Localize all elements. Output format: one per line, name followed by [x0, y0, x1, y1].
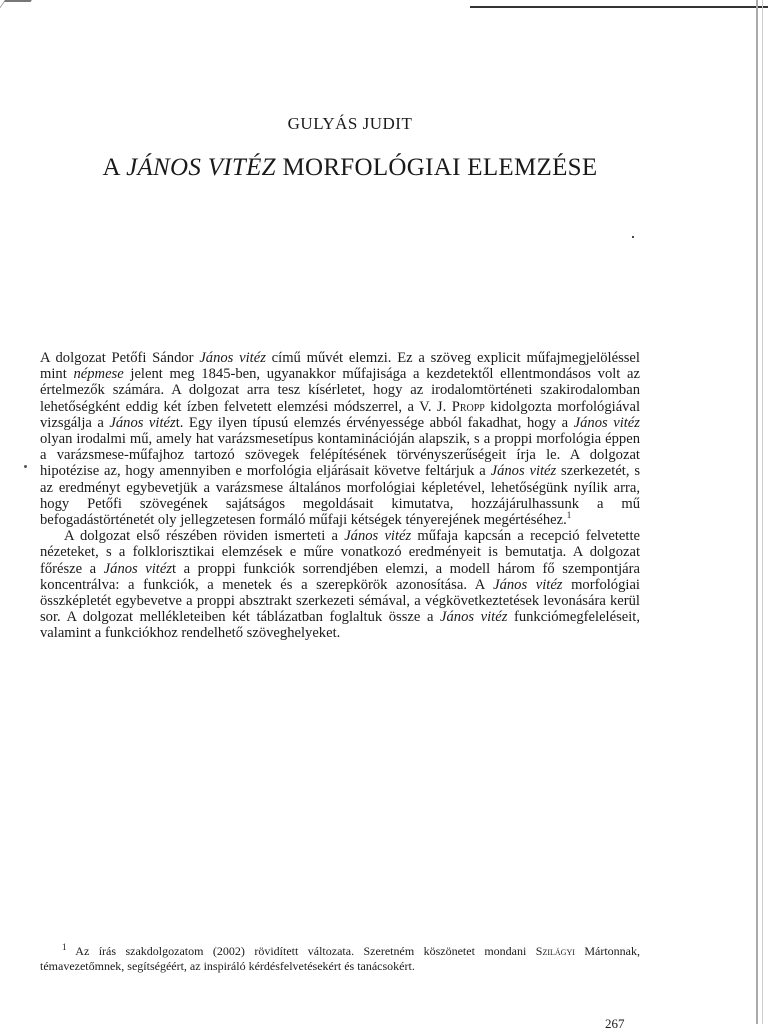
p1-italic-4: János vitéz — [573, 414, 640, 431]
p1-italic-1: János vitéz — [199, 350, 266, 366]
p1-text-1: A dolgozat Petőfi Sándor — [40, 350, 200, 366]
footnote-marker[interactable]: 1 — [566, 510, 572, 521]
scan-corner-mark — [0, 0, 32, 14]
top-rule — [470, 6, 768, 8]
p2-italic-2: János vitéz — [103, 560, 172, 577]
footnote — [40, 944, 640, 974]
paragraph-2 — [40, 528, 640, 641]
page-edge-line-secondary — [762, 0, 763, 1024]
p1-italic-3: János vitéz — [109, 414, 176, 431]
p1-text-6: olyan irodalmi mű, amely hat varázsmesetípus kontaminációján alapszik, s a proppi morfológia éppen a varázsmese-műfajhoz tartozó szövegek felépítésének törvényszerűségeit írja le. A dolgozat hipotézise az, hogy amennyiben e morfológia eljárásait követve feltárjuk a — [40, 431, 640, 480]
p2-italic-4: János vitéz — [440, 609, 508, 626]
footnote-text-2: Mártonnak, témavezetőmnek, segítségéért, az inspiráló kérdésfelvetésekért és tanácsokért. — [40, 944, 640, 973]
margin-speck — [24, 465, 27, 468]
footnote-text-1: Az írás szakdolgozatom (2002) rövidített változata. Szeretném köszönetet mondani — [66, 944, 536, 958]
page-edge-line — [756, 0, 758, 1024]
p2-italic-1: János vitéz — [344, 528, 412, 545]
title-prefix: A — [102, 154, 127, 181]
author-name: GULYÁS JUDIT — [287, 114, 413, 133]
paragraph-1 — [40, 350, 640, 528]
scan-speck — [632, 236, 634, 238]
p1-text-5: t. Egy ilyen típusú elemzés érvényessége abból fakadhat, hogy a — [175, 414, 574, 431]
p2-text-1: A dolgozat első részében röviden ismerteti a — [64, 528, 345, 545]
footnote-paragraph — [40, 944, 640, 974]
title-suffix: MORFOLÓGIAI ELEMZÉSE — [275, 154, 598, 181]
abstract-body — [40, 350, 640, 642]
page-number: 267 — [605, 1016, 625, 1031]
p2-text-3: t a proppi funkciók sorrendjében elemzi, a modell három fő szempontjára koncentrálva: a funkciók, a menetek és a szerepkörök azonosítása. A — [40, 560, 640, 593]
p2-text-4: morfológiai összképletét egybevetve a proppi absztrakt szerkezeti sémával, a végkövetkeztetések levonására kerül sor. A dolgozat mellékleteiben két táblázatban foglaltuk össze a — [40, 576, 640, 626]
p1-text-2: című művét elemzi. Ez a szöveg explicit műfajmegjelöléssel mint — [40, 350, 640, 383]
article-title — [40, 154, 660, 182]
p1-italic-2: népmese — [73, 366, 124, 383]
p2-italic-3: János vitéz — [493, 576, 563, 593]
p1-italic-5: János vitéz — [490, 463, 557, 480]
p2-text-2: műfaja kapcsán a recepció felvetette nézeteket, s a folklorisztikai elemzések e műre vonatkozó eredményeit is bemutatja. A dolgozat főrésze a — [40, 528, 640, 577]
p1-text-4: kidolgozta morfológiával vizsgálja a — [40, 398, 641, 431]
p1-text-3: jelent meg 1845-ben, ugyanakkor műfajisága a kezdetektől ellentmondásos volt az értelmezők számára. A dolgozat arra tesz kísérletet, hogy az irodalomtörténeti szakirodalomban lehetőségként eddig két ízben felvetett elemzési módszerrel, a V. J. — [40, 366, 640, 415]
p1-text-7: szerkezetét, s az eredményt egybevetjük a varázsmese általános morfológiai képletével, lehetőségünk nyílik arra, hogy Petőfi szövegének sajátságos megoldásait kimutatva, hozzájárulhassunk a mű befogadástörténetét oly jellegzetesen formáló műfaji kétségek tényerejének megértéséhez. — [40, 463, 640, 529]
footnote-smallcaps-name: Szilágyi — [535, 944, 575, 958]
p2-text-5: funkciómegfeleléseit, valamint a funkciókhoz rendelhető szöveghelyeket. — [40, 609, 640, 642]
footnote-number: 1 — [62, 942, 67, 952]
title-italic: JÁNOS VITÉZ — [126, 154, 276, 181]
p1-smallcaps-propp: Propp — [451, 398, 485, 415]
